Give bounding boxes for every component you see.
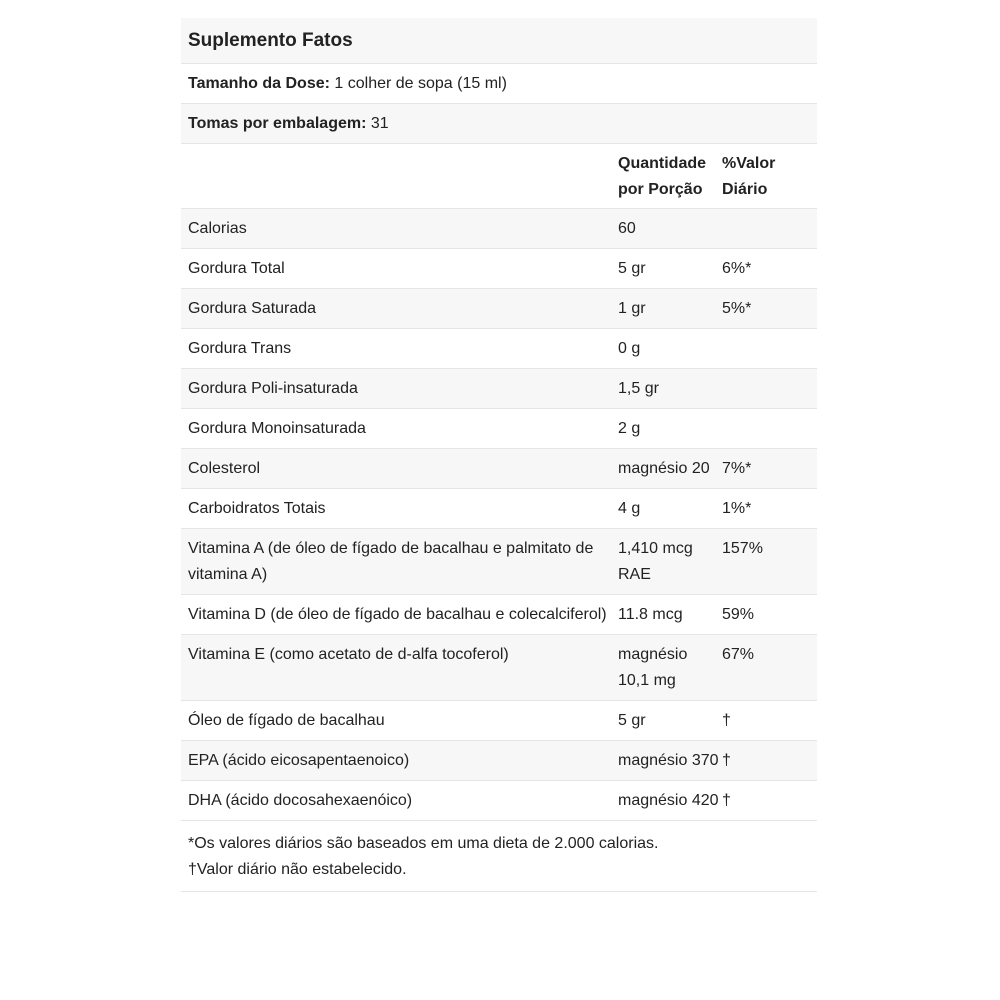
nutrient-row: [181, 369, 817, 409]
nutrient-daily-value: 1%*: [722, 500, 752, 517]
nutrient-row: [181, 635, 817, 701]
nutrient-daily-value: †: [722, 752, 731, 769]
footnotes: [181, 821, 817, 892]
footnote-not-established: †Valor diário não estabelecido.: [188, 861, 407, 878]
nutrient-daily-value: [722, 209, 817, 248]
nutrient-name: Vitamina A (de óleo de fígado de bacalhau e palmitato de vitamina A): [188, 540, 594, 583]
nutrient-daily-value: [722, 329, 817, 368]
nutrient-row: [181, 701, 817, 741]
nutrient-quantity: 2 g: [618, 420, 641, 437]
nutrient-quantity: magnésio 370: [618, 752, 719, 769]
serving-size-value: 1 colher de sopa (15 ml): [329, 74, 507, 92]
nutrient-name: Gordura Total: [188, 260, 285, 277]
nutrient-quantity: magnésio 20: [618, 460, 710, 477]
serving-size-row: [181, 64, 817, 104]
servings-per-container-value: 31: [366, 114, 389, 132]
nutrient-name: Calorias: [188, 220, 247, 237]
nutrient-row: [181, 249, 817, 289]
nutrient-name: Óleo de fígado de bacalhau: [188, 712, 385, 729]
nutrient-row: [181, 529, 817, 595]
nutrient-daily-value: 67%: [722, 646, 755, 663]
column-header-row: [181, 144, 817, 209]
nutrient-row: [181, 741, 817, 781]
nutrient-name: DHA (ácido docosahexaenóico): [188, 792, 413, 809]
nutrient-name: Gordura Saturada: [188, 300, 317, 317]
nutrient-name: EPA (ácido eicosapentaenoico): [188, 752, 410, 769]
nutrient-daily-value: 59%: [722, 606, 755, 623]
nutrient-row: [181, 449, 817, 489]
nutrient-quantity: magnésio 420: [618, 792, 719, 809]
nutrient-daily-value: 157%: [722, 540, 763, 557]
nutrient-daily-value: [722, 369, 817, 408]
nutrient-daily-value: †: [722, 712, 731, 729]
header-daily-value-line2: Diário: [722, 181, 768, 198]
header-quantity-line2: por Porção: [618, 181, 703, 198]
panel-title-row: [181, 18, 817, 64]
serving-size-label: Tamanho da Dose:: [188, 74, 330, 92]
nutrient-row: [181, 289, 817, 329]
nutrient-row: [181, 781, 817, 821]
servings-per-container-label: Tomas por embalagem:: [188, 114, 367, 132]
header-nutrient-cell: [181, 144, 618, 208]
nutrient-quantity: magnésio 10,1 mg: [618, 646, 688, 689]
nutrient-daily-value: 7%*: [722, 460, 752, 477]
nutrient-name: Vitamina D (de óleo de fígado de bacalhau e colecalciferol): [188, 606, 607, 623]
nutrient-daily-value: 6%*: [722, 260, 752, 277]
nutrient-quantity: 11.8 mcg: [618, 606, 683, 623]
header-quantity-line1: Quantidade: [618, 155, 707, 172]
nutrient-name: Gordura Trans: [188, 340, 292, 357]
nutrient-name: Gordura Poli-insaturada: [188, 380, 358, 397]
nutrient-quantity: 5 gr: [618, 260, 646, 277]
nutrient-quantity: 0 g: [618, 340, 641, 357]
nutrient-row: [181, 209, 817, 249]
nutrient-daily-value: [722, 409, 817, 448]
servings-per-container-row: [181, 104, 817, 144]
nutrient-name: Carboidratos Totais: [188, 500, 326, 517]
header-daily-value: [722, 144, 817, 208]
panel-title: Suplemento Fatos: [188, 29, 353, 51]
nutrient-row: [181, 595, 817, 635]
nutrient-quantity: 60: [618, 220, 636, 237]
supplement-facts-panel: [181, 18, 817, 892]
nutrient-quantity: 5 gr: [618, 712, 646, 729]
footnote-daily-values: *Os valores diários são baseados em uma dieta de 2.000 calorias.: [188, 835, 659, 852]
nutrient-quantity: 1 gr: [618, 300, 646, 317]
nutrient-row: [181, 489, 817, 529]
nutrient-daily-value: 5%*: [722, 300, 752, 317]
nutrient-name: Vitamina E (como acetato de d-alfa tocoferol): [188, 646, 509, 663]
nutrient-row: [181, 409, 817, 449]
nutrient-daily-value: †: [722, 792, 731, 809]
nutrient-quantity: 4 g: [618, 500, 641, 517]
nutrient-name: Gordura Monoinsaturada: [188, 420, 366, 437]
header-quantity: [618, 144, 722, 208]
nutrient-quantity: 1,5 gr: [618, 380, 659, 397]
nutrient-name: Colesterol: [188, 460, 261, 477]
nutrient-quantity: 1,410 mcg RAE: [618, 540, 693, 583]
nutrient-row: [181, 329, 817, 369]
header-daily-value-line1: %Valor: [722, 155, 776, 172]
